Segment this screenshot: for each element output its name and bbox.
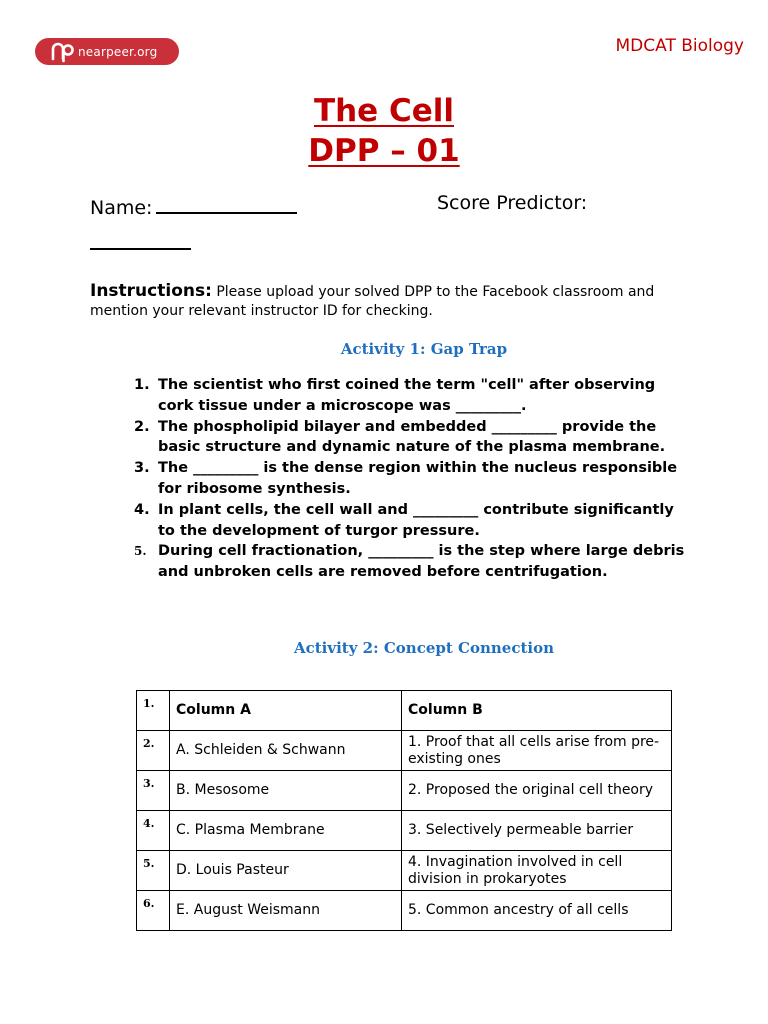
column-a-cell: D. Louis Pasteur [170,851,402,891]
table-row [137,811,672,851]
score-predictor-field [437,192,587,214]
instructions-lead: Instructions: [90,281,212,301]
row-number: 6. [137,891,170,931]
question-item [134,458,694,500]
question-number: 4. [134,501,150,518]
table-row [137,731,672,771]
question-number: 5. [134,544,147,559]
instructions-text: Please upload your solved DPP to the Facebook classroom and mention your relevant instructor ID for checking. [90,284,655,319]
row-number: 4. [137,811,170,851]
question-text: The phospholipid bilayer and embedded _________ provide the basic structure and dynamic nature of the plasma membrane. [158,418,666,456]
instructions [90,282,690,321]
page-subtitle: DPP – 01 [308,133,460,169]
table-header-row [137,691,672,731]
concept-connection-table [136,690,672,931]
table-row [137,891,672,931]
column-a-cell: A. Schleiden & Schwann [170,731,402,771]
question-text: During cell fractionation, _________ is the step where large debris and unbroken cells are removed before centrifugation. [158,543,685,581]
score-predictor-label: Score Predictor: [437,192,588,214]
column-b-cell: 5. Common ancestry of all cells [402,891,672,931]
column-a-cell: C. Plasma Membrane [170,811,402,851]
gap-trap-questions [134,375,694,583]
page-title: The Cell [313,93,455,129]
logo-text: nearpeer.org [78,44,158,59]
column-a-cell: B. Mesosome [170,771,402,811]
activity-1-heading: Activity 1: Gap Trap [340,340,508,358]
column-a-cell: E. August Weismann [170,891,402,931]
column-b-cell: 4. Invagination involved in cell division in prokaryotes [402,851,672,891]
question-text: The _________ is the dense region within the nucleus responsible for ribosome synthesis. [158,460,678,497]
column-b-cell: 2. Proposed the original cell theory [402,771,672,811]
question-text: The scientist who first coined the term "cell" after observing cork tissue under a microscope was _________. [158,377,656,414]
question-item [134,541,694,583]
question-item [134,375,694,417]
row-number: 2. [137,731,170,771]
question-number: 2. [134,418,150,435]
question-number: 3. [134,460,150,477]
nearpeer-logo-icon [49,39,75,65]
question-item [134,500,694,542]
nearpeer-logo[interactable] [35,38,179,65]
score-blank-line[interactable] [90,248,191,250]
subject-label: MDCAT Biology [615,36,744,56]
question-item [134,417,694,459]
row-number: 5. [137,851,170,891]
name-field [90,192,297,219]
column-b-header: Column B [402,691,672,731]
question-text: In plant cells, the cell wall and _________ contribute significantly to the development of turgor pressure. [158,501,674,539]
column-b-cell: 3. Selectively permeable barrier [402,811,672,851]
table-row [137,771,672,811]
row-number: 1. [137,691,170,731]
activity-2-heading: Activity 2: Concept Connection [293,639,554,657]
table-row [137,851,672,891]
name-label: Name: [90,197,153,219]
row-number: 3. [137,771,170,811]
question-number: 1. [134,377,150,393]
column-a-header: Column A [170,691,402,731]
column-b-cell: 1. Proof that all cells arise from pre-existing ones [402,731,672,771]
name-blank-line[interactable] [156,192,297,214]
